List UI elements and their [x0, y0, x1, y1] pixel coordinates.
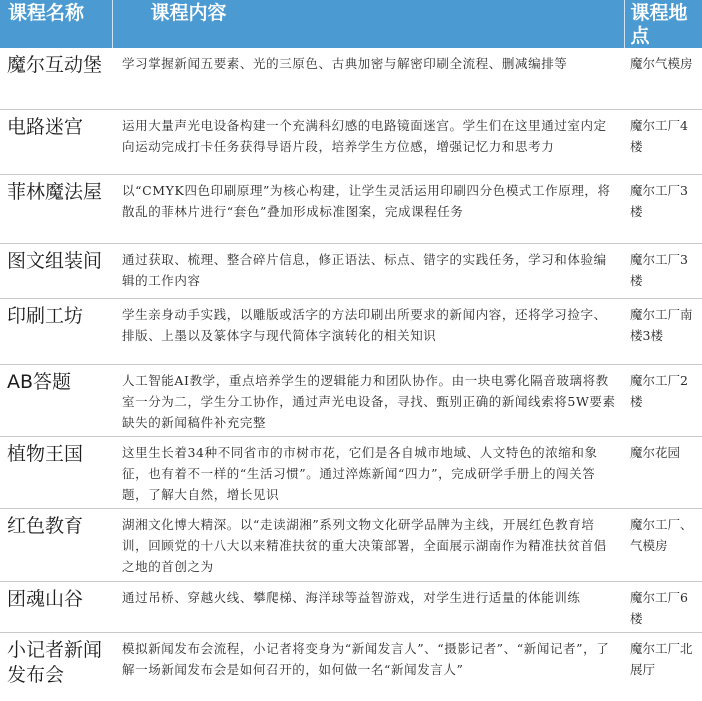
course-name: 菲林魔法屋	[7, 181, 103, 204]
course-content: 学习掌握新闻五要素、光的三原色、古典加密与解密印刷全流程、删减编排等	[122, 56, 568, 71]
course-place: 魔尔气模房	[630, 56, 693, 71]
header-course-content: 课程内容	[112, 0, 624, 48]
course-content: 湖湘文化博大精深。以“走读湖湘”系列文物文化研学品牌为主线，开展红色教育培训，回顾党的十八大以来精准扶贫的重大决策部署，全面展示湖南作为精准扶贫首倡之地的首创之为	[122, 517, 607, 575]
table-row	[0, 110, 702, 175]
table-row	[0, 299, 702, 365]
table-row	[0, 175, 702, 244]
course-content: 通过吊桥、穿越火线、攀爬梯、海洋球等益智游戏，对学生进行适量的体能训练	[122, 589, 581, 605]
course-place: 魔尔工厂2楼	[630, 373, 688, 410]
course-name: 电路迷宫	[7, 116, 84, 139]
course-content: 这里生长着34种不同省市的市树市花，它们是各自城市地域、人文特色的浓缩和象征，也有着不一样的“生活习惯”。通过淬炼新闻“四力”，完成研学手册上的闯关答题，了解大自然，增长见识	[122, 445, 598, 503]
course-name: 植物王国	[7, 443, 84, 466]
course-name: 魔尔互动堡	[7, 54, 103, 76]
table-row	[0, 244, 702, 299]
table-row	[0, 509, 702, 581]
course-name: 印刷工坊	[7, 305, 84, 328]
table-row	[0, 48, 702, 110]
table-row	[0, 633, 702, 701]
course-place: 魔尔工厂3楼	[630, 252, 688, 289]
course-name: 红色教育	[7, 515, 84, 538]
table-row	[0, 365, 702, 437]
course-content: 人工智能AI教学，重点培养学生的逻辑能力和团队协作。由一块电雾化隔音玻璃将教室一分为二，学生分工协作，通过声光电设备，寻找、甄别正确的新闻线索将5W要素缺失的新闻稿件补充完整	[122, 373, 616, 431]
header-row	[0, 0, 702, 48]
course-name: 图文组装间	[7, 250, 103, 273]
table-row	[0, 581, 702, 633]
course-place: 魔尔花园	[630, 445, 681, 461]
course-content: 通过获取、梳理、整合碎片信息，修正语法、标点、错字的实践任务，学习和体验编辑的工作内容	[122, 252, 607, 289]
course-name: 团魂山谷	[7, 587, 84, 610]
course-content: 模拟新闻发布会流程，小记者将变身为“新闻发言人”、“摄影记者”、“新闻记者”，了解一场新闻发布会是如何召开的，如何做一名“新闻发言人”	[122, 641, 610, 678]
course-place: 魔尔工厂北展厅	[630, 641, 693, 678]
course-content: 学生亲身动手实践，以雕版或活字的方法印刷出所要求的新闻内容，还将学习捡字、排版、上墨以及篆体字与现代简体字演转化的相关知识	[122, 307, 607, 344]
course-place: 魔尔工厂6楼	[630, 589, 688, 626]
course-content: 以“CMYK四色印刷原理”为核心构建，让学生灵活运用印刷四分色模式工作原理，将散乱的菲林片进行“套色”叠加形成标准图案，完成课程任务	[122, 183, 611, 220]
table-header	[0, 0, 702, 48]
course-name: 小记者新闻发布会	[7, 639, 103, 687]
course-name: AB答题	[7, 371, 72, 394]
header-course-place: 课程地点	[624, 0, 702, 48]
table-row	[0, 437, 702, 509]
course-content: 运用大量声光电设备构建一个充满科幻感的电路镜面迷宫。学生们在这里通过室内定向运动完成打卡任务获得导语片段，培养学生方位感，增强记忆力和思考力	[122, 118, 607, 155]
course-place: 魔尔工厂3楼	[630, 183, 688, 220]
table-body	[0, 48, 702, 701]
header-course-name: 课程名称	[0, 0, 112, 48]
course-place: 魔尔工厂4楼	[630, 118, 688, 155]
course-place: 魔尔工厂南楼3楼	[630, 307, 693, 344]
course-place: 魔尔工厂、气模房	[630, 517, 693, 554]
